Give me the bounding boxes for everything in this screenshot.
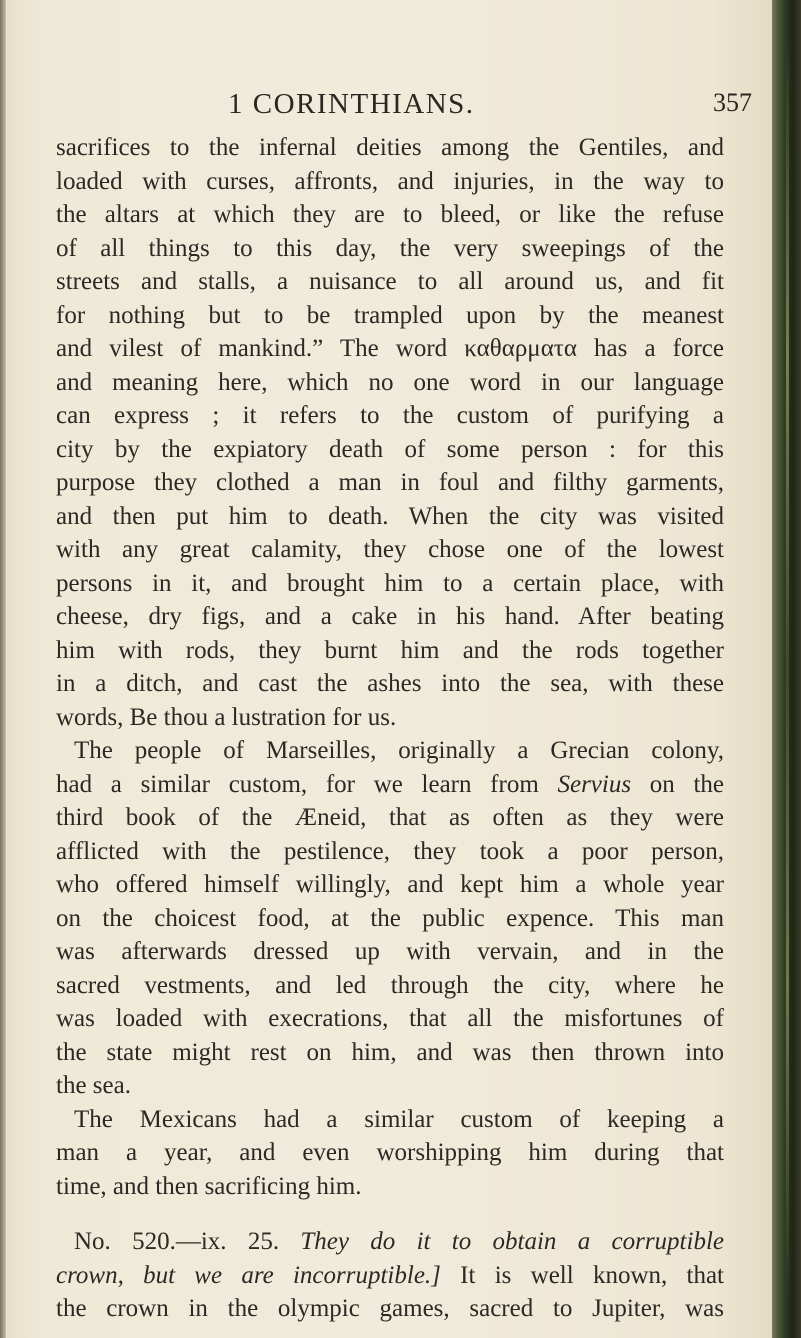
text-line: persons in it, and brought him to a certain place, with: [56, 569, 724, 597]
text-line: and meaning here, which no one word in our language: [56, 368, 724, 396]
page-left-edge: [0, 0, 6, 1338]
text-line: was afterwards dressed up with vervain, and in the: [56, 938, 724, 965]
text-line: was loaded with execrations, that all the misfortunes of: [56, 1005, 724, 1032]
text-line: The people of Marseilles, originally a Grecian colony,: [74, 737, 724, 764]
text-line: third book of the Æneid, that as often as they were: [56, 804, 724, 831]
text-line: can express ; it refers to the custom of purifying a: [56, 402, 724, 429]
body-text: [56, 131, 724, 1326]
text-line: [56, 1259, 724, 1293]
text-line: the altars at which they are to bleed, or like the refuse: [56, 201, 724, 228]
entry-number: No. 520.—ix. 25.: [74, 1228, 280, 1255]
text-line: sacrifices to the infernal deities among the Gentiles, and: [56, 134, 724, 161]
spine-highlight: [786, 40, 789, 1300]
italic-name: Servius: [557, 770, 632, 798]
text-line: for nothing but to be trampled upon by the meanest: [56, 301, 724, 329]
text-line: who offered himself willingly, and kept him a whole year: [56, 871, 724, 898]
text-run: had a similar custom, for we learn from: [56, 770, 558, 798]
text-line: afflicted with the pestilence, they took a poor person,: [56, 837, 724, 865]
text-line: man a year, and even worshipping him during that: [56, 1139, 724, 1166]
text-line: streets and stalls, a nuisance to all around us, and fit: [56, 268, 724, 295]
text-line: on the choicest food, at the public expence. This man: [56, 904, 724, 932]
text-line: of all things to this day, the very sweepings of the: [56, 234, 724, 262]
text-line: sacred vestments, and led through the city, where he: [56, 971, 724, 999]
italic-quote: crown, but we are incorruptible.]: [56, 1261, 441, 1289]
text-run: on the: [631, 770, 724, 798]
text-line: the sea.: [56, 1072, 131, 1099]
text-line: cheese, dry figs, and a cake in his hand. After beating: [56, 603, 724, 630]
text-line: city by the expiatory death of some person : for this: [56, 435, 724, 463]
page-number: 357: [713, 88, 752, 117]
text-line: purpose they clothed a man in foul and filthy garments,: [56, 469, 724, 496]
text-line: and then put him to death. When the city was visited: [56, 502, 724, 530]
text-line: [56, 768, 724, 802]
text-line: him with rods, they burnt him and the rods together: [56, 636, 724, 664]
text-line: and vilest of mankind.” The word καθαρματα has a force: [56, 335, 724, 362]
text-line: the state might rest on him, and was then thrown into: [56, 1038, 724, 1066]
text-line: in a ditch, and cast the ashes into the sea, with these: [56, 670, 724, 697]
text-line: the crown in the olympic games, sacred to Jupiter, was: [56, 1295, 724, 1322]
text-run: It is well known, that: [440, 1261, 724, 1289]
page-header: [0, 88, 772, 124]
text-line: The Mexicans had a similar custom of keeping a: [74, 1105, 724, 1133]
paragraph-gap: [56, 1203, 724, 1225]
text-line: loaded with curses, affronts, and injuries, in the way to: [56, 167, 724, 195]
text-line: words, Be thou a lustration for us.: [56, 703, 397, 731]
text-line: [56, 1225, 724, 1259]
italic-quote: They do it to obtain a corruptible: [300, 1228, 724, 1255]
text-line: time, and then sacrificing him.: [56, 1172, 362, 1200]
running-head: 1 CORINTHIANS.: [228, 88, 475, 120]
text-line: with any great calamity, they chose one of the lowest: [56, 536, 724, 563]
